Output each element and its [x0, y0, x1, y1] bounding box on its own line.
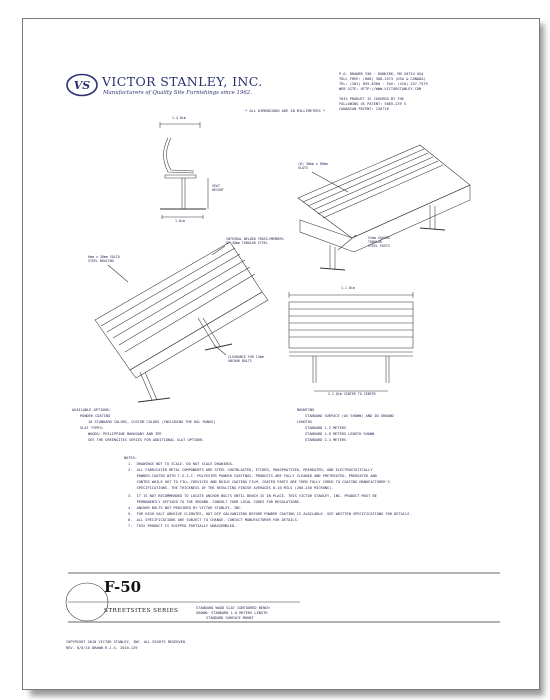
side-view-bottom-dim: 1.Dim [175, 219, 185, 223]
dimensions-note: * ALL DIMENSIONS ARE IN MILLIMETERS * [245, 109, 326, 113]
patent-line-2: FOLLOWING US PATENT: 5865,239 S [339, 102, 407, 106]
options-slat-types: SLAT TYPES: [80, 426, 104, 430]
notes-heading: NOTES: [124, 456, 137, 460]
bracing-callout: 6mm x 38mm SOLID STEEL BRACING [88, 255, 120, 263]
cross-members-callout: INTEGRAL WELDED CROSS-MEMBERS OF 48mm TUBULAR STEEL [226, 237, 284, 245]
note-3b: PERMANENTLY AFFIXED TO THE GROUND. CONSULT YOUR LOCAL CODES FOR REGULATIONS. [128, 500, 302, 504]
note-2c: CONTED WHILE HOT TO FILL CREVICES AND BUILD COATING FILM. COATED PARTS ARE THEN FULLY CURED TO COATING MANUFACTURER'S [128, 480, 390, 484]
note-7: 7. THIS PRODUCT IS SHIPPED PARTIALLY UNASSEMBLED. [128, 524, 237, 528]
patent-line-1: THIS PRODUCT IS COVERED BY THE [339, 97, 404, 101]
clearance-callout: CLEARANCE FOR 13mm ANCHOR BOLTS [228, 355, 264, 363]
contact-address: P.O. DRAWER 330 · DUNKIRK, MD 20754 USA [339, 72, 424, 76]
note-2a: 2. ALL FABRICATED METAL COMPONENTS ARE STEEL SHOTBLASTED, ETCHED, PHOSPHATIZED, PREHEATED, AND ELECTROSTATICALLY [128, 468, 373, 472]
description-line-2: SHOWN: STANDARD 1.8 METERS LENGTH [196, 611, 268, 615]
length-1: STANDARD 1.2 METERS [305, 426, 347, 430]
contact-tollfree: TOLL FREE: (800) 368-2573 (USA & CANADA) [339, 77, 426, 81]
seat-height-label: SEAT HEIGHT [212, 184, 224, 192]
description-line-1: STANDARD WOOD SLAT CONTOURED BENCH [196, 606, 270, 610]
patent-line-3: CANADIAN PATENT: 126716 [339, 107, 389, 111]
side-view-drawing [160, 122, 208, 219]
note-6: 6. ALL SPECIFICATIONS ARE SUBJECT TO CHANGE. CONTACT MANUFACTURER FOR DETAILS. [128, 518, 299, 522]
front-bottom-dim: 2.1 Dim CENTER TO CENTER [328, 392, 376, 396]
logo-letters: VS [73, 79, 91, 92]
mounting-surface: STANDARD SURFACE (AS SHOWN) AND IN GROUND [305, 414, 394, 418]
company-name: VICTOR STANLEY, INC. [102, 74, 263, 89]
series-name: STREETSITES SERIES [104, 608, 179, 614]
length-2: STANDARD 1.8 METERS LENGTH SHOWN [305, 432, 375, 436]
options-powder: POWDER COATING [80, 414, 111, 418]
mounting-heading: MOUNTING [297, 408, 315, 412]
slats-callout: (6) 38mm x 89mm SLATS [298, 162, 328, 170]
front-top-dim: 1.1 Dim [341, 286, 355, 290]
description-line-3: STANDARD SURFACE MOUNT [206, 616, 254, 620]
copyright-line: COPYRIGHT 2010 VICTOR STANLEY, INC. ALL RIGHTS RESERVED. [66, 640, 188, 644]
note-5: 5. FOR HIGH SALT ABUSIVE CLIMATES, HOT DIP GALVANIZING BEFORE POWDER COATING IS AVAILABLE. SEE WRITTEN SPECIFICATIONS FOR DETAILS. [128, 512, 412, 516]
front-elevation-drawing [289, 292, 413, 391]
note-2b: POWDER-COATED WITH T.G.I.C. POLYESTER POWDER COATINGS. PRODUCTS ARE FULLY CLEANED AND PRETREATED, PREHEATED AND [128, 474, 377, 478]
options-woods: WOODS: PHILIPPINE MAHOGANY AND IPE [88, 432, 162, 436]
contact-website: WEB SITE: HTTP://WWW.VICTORSTANLEY.COM [339, 87, 422, 91]
company-tagline: Manufacturers of Quality Site Furnishings since 1962. [103, 90, 252, 96]
side-view-top-dim: 1.4 Dim [172, 116, 186, 120]
length-3: STANDARD 2.4 METERS [305, 438, 347, 442]
drawing-number: F-50 [104, 578, 142, 596]
options-greensites: SEE THE GREENSITES SERIES FOR ADDITIONAL SLAT OPTIONS [88, 438, 203, 442]
note-4: 4. ANCHOR BOLTS NOT PROVIDED BY VICTOR STANLEY, INC. [128, 506, 243, 510]
note-2d: SPECIFICATIONS. THE THICKNESS OF THE RESULTING FINISH AVERAGES 8-10 MILS (200-250 MICRONS). [128, 486, 334, 490]
posts-callout: 51mm SQUARE TUBULAR STEEL POSTS [368, 236, 390, 248]
lengths-heading: LENGTHS [297, 420, 313, 424]
contact-phone-fax: TEL: (301) 855-8300 · FAX: (410) 257-7579 [339, 82, 428, 86]
options-heading: AVAILABLE OPTIONS: [72, 408, 111, 412]
revision-line: REV. 6/0/10 DRAWN R.J.S. 2010-129 [66, 646, 138, 650]
perspective-view-left [95, 242, 268, 402]
note-3a: 3. IT IS NOT RECOMMENDED TO LOCATE ANCHOR BOLTS UNTIL BENCH IS IN PLACE. THIS VICTOR STANLEY, INC. PRODUCT MUST BE [128, 494, 377, 498]
options-colors: 10 STANDARD COLORS, CUSTOM COLORS (INCLUDING THE RAL RANGE) [88, 420, 216, 424]
note-1: 1. DRAWINGS NOT TO SCALE. DO NOT SCALE DRAWINGS. [128, 462, 235, 466]
